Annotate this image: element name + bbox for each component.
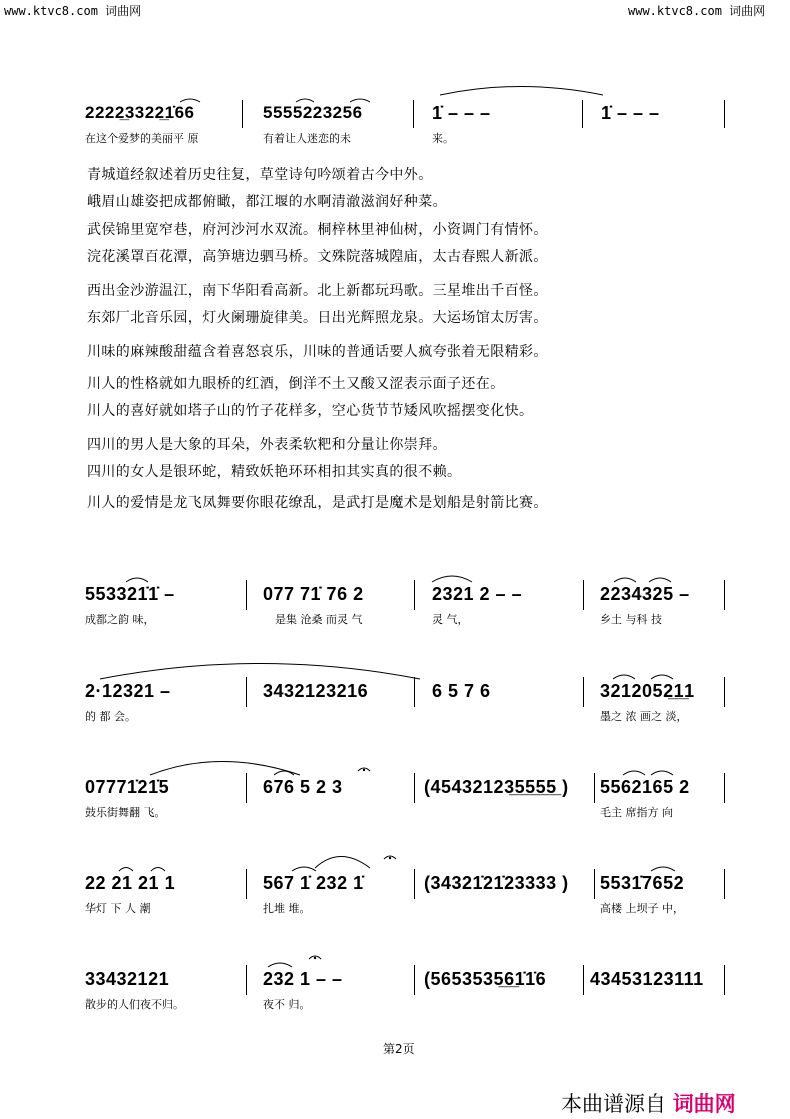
top-m2-lyric: 有着让人迷恋的未 (263, 132, 351, 145)
measure-notes: 553321̇1̇ – (85, 584, 175, 604)
measure-notes: 2·12321 – (85, 681, 171, 701)
paragraph-line: 东郊厂北音乐园，灯火阑珊旋律美。日出光辉照龙泉。大运场馆太厉害。 (87, 310, 548, 326)
measure-notes: 3212052̲1̲1 (600, 681, 695, 701)
measure-lyric: 成都之韵 味， (85, 613, 155, 626)
slur (623, 771, 645, 775)
slur (126, 578, 148, 582)
paragraph-line: 川人的爱情是龙飞凤舞要你眼花缭乱，是武打是魔术是划船是射箭比赛。 (87, 495, 548, 511)
measure-notes: 2321 2 – – (432, 584, 523, 604)
fermata-dot (389, 857, 391, 859)
measure-notes: 676 5 2 3 (263, 777, 343, 797)
paragraph-line: 峨眉山雄姿把成都俯瞰，都江堰的水啊清澈滋润好种菜。 (87, 194, 447, 210)
slur (315, 857, 370, 869)
measure-notes: 5562165 2 (600, 777, 690, 797)
top-m3-lyric: 来。 (432, 132, 454, 145)
slur (119, 868, 133, 872)
slur (274, 771, 294, 775)
measure-lyric: 夜不 归。 (263, 998, 311, 1011)
measure-notes: 232 1 – – (263, 969, 343, 989)
source-brand-link[interactable]: 词曲网 (672, 1092, 736, 1116)
slur (180, 99, 200, 102)
measure-lyric: 毛主 席指方 向 (600, 806, 673, 819)
header-left-url[interactable]: www.ktvc8.com (4, 4, 98, 18)
measure-notes: 077 71̇ 76 2 (263, 584, 364, 604)
top-m1-notes: 2222̲3322̲1̇66 (85, 103, 195, 122)
measure-notes: 567 1̇ 232 1̇ (263, 873, 364, 893)
paragraph-line: 西出金沙游温江，南下华阳看高新。北上新都玩玛歌。三星堆出千百怪。 (87, 283, 548, 299)
slur (651, 867, 675, 871)
slur (613, 675, 635, 679)
page-number: 第2页 (383, 1042, 415, 1056)
slur (100, 664, 420, 680)
slur (292, 867, 316, 871)
paragraph-line: 浣花溪罩百花潭，高笋塘边驷马桥。文殊院落城隍庙，太古春熙人新派。 (87, 249, 548, 265)
fermata-dot (363, 769, 365, 771)
paragraph-line: 四川的男人是大象的耳朵，外表柔软粑和分量让你崇拜。 (87, 437, 447, 453)
measure-notes: 43453123111 (590, 969, 704, 989)
measure-lyric: 散步的人们夜不归。 (85, 998, 184, 1011)
measure-notes: 33432121 (85, 969, 170, 989)
slur (614, 578, 636, 582)
measure-notes: 6 5 7 6 (432, 681, 491, 701)
paragraph-line: 青城道经叙述着历史往复，草堂诗句吟颂着古今中外。 (87, 167, 433, 183)
measure-lyric: 灵 气， (432, 613, 469, 626)
measure-lyric: 是集 沧桑 而灵 气 (275, 613, 363, 626)
slur (296, 99, 314, 102)
measure-notes: 3432123216 (263, 681, 369, 701)
source-credit (561, 1088, 736, 1118)
paragraph-line: 武侯锦里宽窄巷，府河沙河水双流。桐梓林里神仙树，小资调门有情怀。 (87, 222, 548, 238)
measure-lyric: 墨之 浓 画之 淡， (600, 710, 688, 723)
measure-notes: 5531̇7652 (600, 873, 685, 893)
measure-notes: 22 21 21 1 (85, 873, 176, 893)
header-left-site: 词曲网 (105, 4, 142, 18)
slur (649, 578, 671, 582)
measure-notes: (45432123̲5̲5̲5̲5̲ ) (424, 777, 569, 797)
slur (440, 87, 603, 96)
header-right-url[interactable]: www.ktvc8.com (628, 4, 722, 18)
measure-lyric: 华灯 下 人 潮 (85, 902, 151, 915)
measure-lyric: 乡土 与科 技 (600, 613, 662, 626)
top-m2-notes: 5555223256 (263, 103, 363, 122)
paragraph-line: 川人的性格就如九眼桥的红酒，倒洋不土又酸又涩表示面子还在。 (87, 376, 505, 392)
paragraph-line: 四川的女人是银环蛇，精致妖艳环环相扣其实真的很不赖。 (87, 464, 462, 480)
slur (151, 868, 165, 872)
measure-notes: (34321̇21̇23333 ) (424, 873, 569, 893)
measure-lyric: 高楼 上坝子 中， (600, 902, 684, 915)
slur (651, 771, 673, 775)
slur (350, 99, 370, 102)
top-m1-lyric: 在这个爱梦的美丽平 原 (85, 132, 199, 145)
top-m3-notes: 1̇ – – – (432, 103, 491, 123)
measure-notes: 07771̇21̇5 (85, 777, 170, 797)
slur (651, 675, 673, 679)
header-right-site: 词曲网 (729, 4, 766, 18)
slur (268, 963, 292, 967)
paragraph-line: 川人的喜好就如塔子山的竹子花样多，空心货节节矮风吹摇摆变化快。 (87, 403, 534, 419)
paragraph-line: 川味的麻辣酸甜蕴含着喜怒哀乐，川味的普通话要人疯夸张着无限精彩。 (87, 344, 548, 360)
top-m4-notes: 1̇ – – – (601, 103, 660, 123)
measure-lyric: 的 都 会。 (85, 710, 136, 723)
fermata-dot (314, 957, 316, 959)
measure-notes: (5653535̲6̲1̇1̇6 (424, 969, 547, 989)
slur (432, 576, 472, 582)
measure-lyric: 扎堆 堆。 (263, 902, 311, 915)
source-text: 本曲谱源自 (561, 1092, 666, 1116)
measure-lyric: 鼓乐街舞翻 飞。 (85, 806, 166, 819)
measure-notes: 2234325 – (600, 584, 690, 604)
